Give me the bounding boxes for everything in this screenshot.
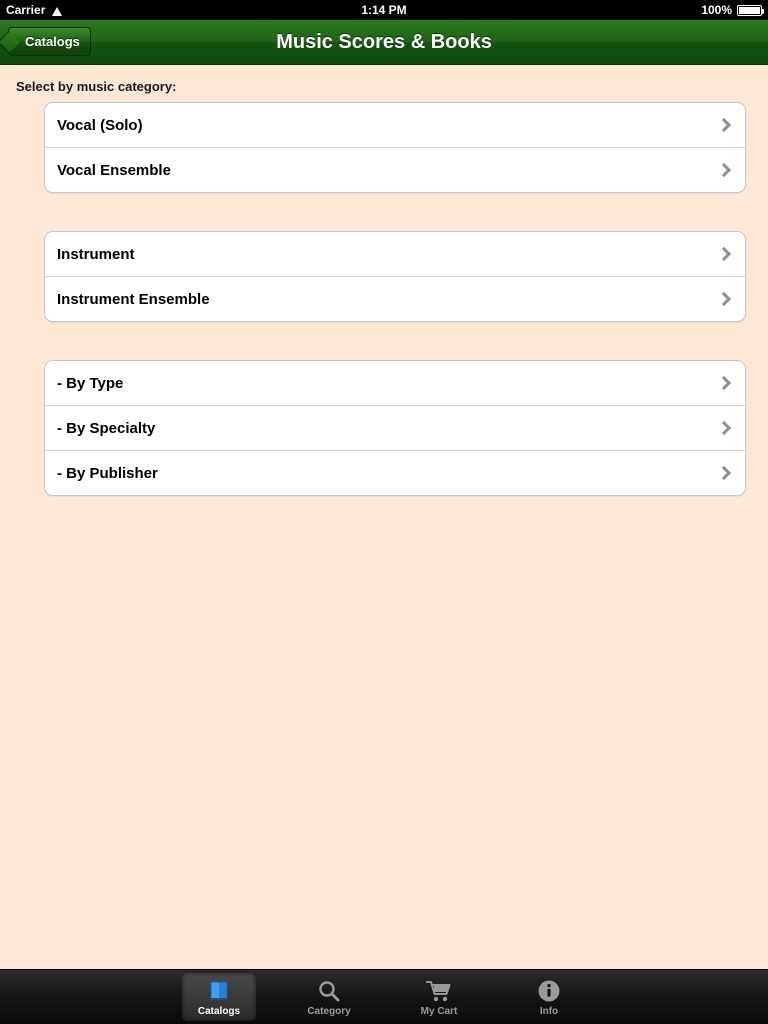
list-item-by-specialty[interactable] xyxy=(45,406,745,451)
list-item-vocal-solo[interactable] xyxy=(45,103,745,148)
chevron-right-icon xyxy=(719,375,729,391)
category-group-browse-by xyxy=(44,360,746,496)
category-group-vocal xyxy=(44,102,746,193)
list-item-label: - By Publisher xyxy=(57,464,158,482)
list-item-instrument-ensemble[interactable] xyxy=(45,277,745,321)
tab-category[interactable] xyxy=(292,973,366,1021)
carrier-label: Carrier xyxy=(6,3,46,17)
battery-percent-label: 100% xyxy=(701,3,733,17)
status-bar-left xyxy=(6,3,361,17)
navigation-bar xyxy=(0,20,768,65)
tab-info[interactable] xyxy=(512,973,586,1021)
status-bar xyxy=(0,0,768,20)
section-header: Select by music category: xyxy=(16,79,177,94)
book-icon xyxy=(206,978,232,1004)
wifi-icon xyxy=(51,5,64,16)
status-bar-right xyxy=(407,3,762,17)
list-item-label: - By Specialty xyxy=(57,419,156,437)
chevron-right-icon xyxy=(719,162,729,178)
tab-bar xyxy=(0,969,768,1024)
back-button-label: Catalogs xyxy=(25,34,80,49)
tab-label: Catalogs xyxy=(197,1005,241,1017)
back-button-catalogs[interactable] xyxy=(8,27,91,56)
cart-icon xyxy=(426,978,452,1004)
chevron-right-icon xyxy=(719,291,729,307)
battery-icon xyxy=(737,5,762,16)
page-title: Music Scores & Books xyxy=(276,30,492,53)
list-item-label: - By Type xyxy=(57,374,124,392)
chevron-right-icon xyxy=(719,117,729,133)
main-content xyxy=(0,65,768,970)
tab-catalogs[interactable] xyxy=(182,973,256,1021)
list-item-label: Instrument Ensemble xyxy=(57,290,210,308)
list-item-vocal-ensemble[interactable] xyxy=(45,148,745,192)
chevron-right-icon xyxy=(719,420,729,436)
tab-label: My Cart xyxy=(420,1005,458,1017)
tab-label: Category xyxy=(307,1005,351,1017)
list-item-instrument[interactable] xyxy=(45,232,745,277)
list-item-label: Vocal Ensemble xyxy=(57,161,171,179)
list-item-by-publisher[interactable] xyxy=(45,451,745,495)
search-icon xyxy=(316,978,342,1004)
tab-label: Info xyxy=(539,1005,559,1017)
category-group-instrument xyxy=(44,231,746,322)
chevron-right-icon xyxy=(719,465,729,481)
status-bar-time: 1:14 PM xyxy=(361,3,407,17)
chevron-right-icon xyxy=(719,246,729,262)
list-item-label: Vocal (Solo) xyxy=(57,116,143,134)
tab-my-cart[interactable] xyxy=(402,973,476,1021)
info-icon xyxy=(536,978,562,1004)
list-item-by-type[interactable] xyxy=(45,361,745,406)
list-item-label: Instrument xyxy=(57,245,135,263)
